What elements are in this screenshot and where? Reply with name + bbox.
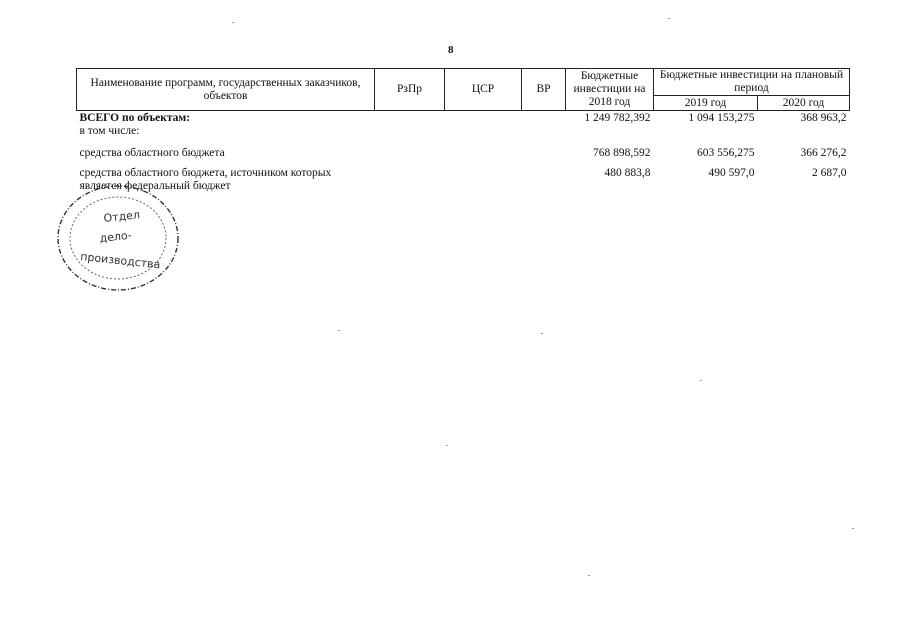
scan-speck (668, 18, 670, 19)
table-row-federal (77, 160, 850, 193)
header-year-2020: 2020 год (758, 96, 850, 111)
header-investments-2018: Бюджетные инвестиции на 2018 год (566, 69, 654, 111)
investment-table (76, 68, 850, 193)
value-2019: 1 094 153,275 (688, 112, 755, 124)
scan-speck (852, 528, 854, 529)
value-2020: 368 963,2 (800, 112, 847, 124)
header-investments-plan: Бюджетные инвестиции на плановый период (654, 69, 850, 96)
header-name: Наименование программ, государственных заказчиков, объектов (77, 69, 375, 111)
value-2019: 490 597,0 (708, 167, 755, 179)
stamp-line-2: дело- (98, 228, 133, 245)
row-name: средства областного бюджета (79, 147, 225, 159)
page-number: 8 (448, 44, 454, 56)
header-vr: ВР (522, 69, 566, 111)
row-name-cell (77, 111, 375, 139)
table-row-total (77, 111, 850, 139)
value-2018: 768 898,592 (593, 147, 651, 159)
scan-speck (588, 575, 590, 576)
row-name: средства областного бюджета, источником которых является федеральный бюджет (79, 167, 332, 192)
value-2019: 603 556,275 (697, 147, 755, 159)
value-2020: 366 276,2 (800, 147, 847, 159)
header-year-2019: 2019 год (654, 96, 758, 111)
stamp-line-3: производства (79, 250, 162, 272)
office-stamp (52, 180, 184, 298)
scan-speck (446, 445, 448, 446)
table-row-regional (77, 138, 850, 160)
value-2018: 480 883,8 (604, 167, 651, 179)
header-rzpr: РзПр (375, 69, 445, 111)
value-2018: 1 249 782,392 (584, 112, 651, 124)
row-subtitle: в том числе: (79, 125, 140, 137)
scan-speck (232, 22, 234, 23)
scan-speck (700, 380, 702, 381)
value-2020: 2 687,0 (812, 167, 847, 179)
stamp-line-1: Отдел (102, 208, 141, 225)
header-csr: ЦСР (445, 69, 522, 111)
scan-speck (541, 333, 543, 334)
row-name: ВСЕГО по объектам: (79, 112, 191, 124)
scan-speck (338, 330, 340, 331)
